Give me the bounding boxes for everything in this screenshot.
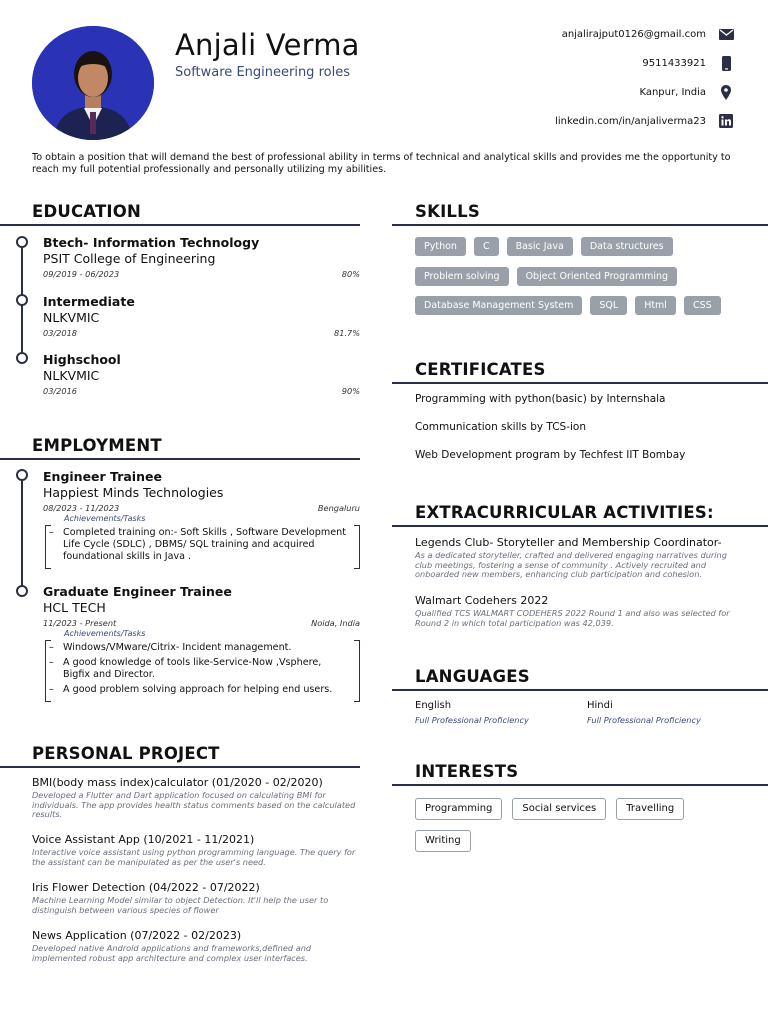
- interest-tag: Programming: [415, 798, 502, 820]
- activity-description: Qualified TCS WALMART CODEHERS 2022 Round 1 and also was selected for Round 2 in which total participation was 42,039.: [415, 608, 730, 628]
- profile-photo: [32, 26, 154, 140]
- phone-icon: [718, 55, 734, 71]
- edu-score: 90%: [341, 386, 360, 396]
- skills-rule: [392, 224, 768, 226]
- timeline-dot: [16, 469, 28, 481]
- job-dates: 11/2023 - Present: [43, 618, 117, 628]
- achievement-bullet: – Completed training on:- Soft Skills , Software Development Life Cycle (SDLC) , DBMS/ SQL training and acquired foundational skills in Java .: [57, 527, 346, 563]
- language-name: English: [415, 700, 452, 711]
- skill-tag: Database Management System: [415, 296, 582, 315]
- interest-tag: Social services: [512, 798, 606, 820]
- contact-linkedin[interactable]: [555, 113, 734, 129]
- achievement-bullet: – A good knowledge of tools like-Service-Now ,Vsphere, Bigfix and Director.: [57, 657, 346, 681]
- project-description: Interactive voice assistant using python programming language. The query for the assistant can be manipulated as per the user's need.: [32, 847, 356, 867]
- certificates-heading: CERTIFICATES: [415, 360, 546, 379]
- project-item: [32, 833, 362, 867]
- project-title: BMI(body mass index)calculator (01/2020 - 02/2020): [32, 776, 323, 789]
- projects-heading: PERSONAL PROJECT: [32, 744, 220, 763]
- activity-title: Walmart Codehers 2022: [415, 594, 549, 607]
- linkedin-icon: [718, 113, 734, 129]
- languages-rule: [392, 689, 768, 691]
- edu-score: 80%: [341, 269, 360, 279]
- project-title: News Application (07/2022 - 02/2023): [32, 929, 242, 942]
- achievements-list: [43, 640, 360, 702]
- language-name: Hindi: [587, 700, 613, 711]
- achievement-bullet: – A good problem solving approach for helping end users.: [57, 684, 346, 696]
- project-description: Developed a Flutter and Dart application focused on calculating BMI for individuals. The app provides health status comments based on the calculated results.: [32, 790, 356, 819]
- interest-tag: Writing: [415, 830, 471, 852]
- language-level: Full Professional Proficiency: [587, 715, 701, 725]
- activity-item: [415, 594, 745, 628]
- education-item: [43, 294, 360, 338]
- job-company: HCL TECH: [43, 600, 106, 615]
- job-position: Engineer Trainee: [43, 469, 162, 484]
- edu-dates: 09/2019 - 06/2023: [43, 269, 120, 279]
- certificates-rule: [392, 382, 768, 384]
- degree: Intermediate: [43, 294, 135, 309]
- certificate-item: Communication skills by TCS-ion: [415, 421, 587, 433]
- target-role: Software Engineering roles: [175, 65, 350, 80]
- skill-tag: Problem solving: [415, 267, 509, 286]
- phone-text[interactable]: 9511433921: [642, 57, 706, 69]
- interests-rule: [392, 784, 768, 786]
- language-item: [587, 700, 757, 725]
- project-item: [32, 929, 362, 963]
- skill-tag: SQL: [590, 296, 627, 315]
- job-position: Graduate Engineer Trainee: [43, 584, 232, 599]
- edu-score: 81.7%: [333, 328, 360, 338]
- education-rule: [0, 224, 360, 226]
- interests-heading: INTERESTS: [415, 762, 519, 781]
- edu-dates: 03/2016: [43, 386, 78, 396]
- project-item: [32, 881, 362, 915]
- job-entry: [43, 469, 360, 569]
- activity-item: [415, 536, 745, 580]
- education-item: [43, 235, 360, 279]
- skill-tag: Basic Java: [507, 237, 573, 256]
- achievements-list: [43, 525, 360, 569]
- email-text[interactable]: anjalirajput0126@gmail.com: [561, 28, 706, 40]
- location-pin-icon: [718, 84, 734, 100]
- skill-tag: Html: [635, 296, 676, 315]
- timeline-dot: [16, 585, 28, 597]
- achievements-label: Achievements/Tasks: [64, 514, 146, 523]
- project-item: [32, 776, 362, 820]
- job-location: Noida, India: [311, 618, 360, 628]
- contact-email[interactable]: [562, 26, 734, 42]
- school: NLKVMIC: [43, 368, 100, 383]
- edu-dates: 03/2018: [43, 328, 78, 338]
- degree: Highschool: [43, 352, 121, 367]
- activity-title: Legends Club- Storyteller and Membership Coordinator-: [415, 536, 722, 549]
- education-item: [43, 352, 360, 396]
- education-heading: EDUCATION: [32, 202, 141, 221]
- project-title: Iris Flower Detection (04/2022 - 07/2022): [32, 881, 260, 894]
- job-entry: [43, 584, 360, 702]
- contact-location: [639, 84, 734, 100]
- skills-list: [415, 237, 745, 326]
- timeline-dot: [16, 236, 28, 248]
- timeline-dot: [16, 352, 28, 364]
- skills-heading: SKILLS: [415, 202, 480, 221]
- achievement-bullet: – Windows/VMware/Citrix- Incident management.: [57, 642, 346, 654]
- certificate-item: Web Development program by Techfest IIT Bombay: [415, 449, 686, 461]
- envelope-icon: [718, 26, 734, 42]
- school: PSIT College of Engineering: [43, 251, 216, 266]
- extracurricular-rule: [392, 525, 768, 527]
- project-description: Machine Learning Model similar to object Detection. It'll help the user to distinguish between various species of flower: [32, 895, 329, 915]
- career-objective: To obtain a position that will demand the best of professional ability in terms of technical and analytical skills and provides me the opportunity to reach my full potential professionally and personally utilizing my abilities.: [32, 152, 731, 175]
- skill-tag: C: [474, 237, 499, 256]
- location-text: Kanpur, India: [639, 86, 706, 98]
- job-company: Happiest Minds Technologies: [43, 485, 224, 500]
- linkedin-text[interactable]: linkedin.com/in/anjaliverma23: [555, 115, 706, 127]
- activity-description: As a dedicated storyteller, crafted and delivered engaging narratives during club meetings, fostering a sense of community . Actively recruited and onboarded new members, enhancing club participation and cohesion.: [415, 550, 727, 579]
- job-location: Bengaluru: [317, 503, 360, 513]
- skill-tag: Data structures: [581, 237, 673, 256]
- extracurricular-heading: EXTRACURRICULAR ACTIVITIES:: [415, 503, 714, 522]
- employment-heading: EMPLOYMENT: [32, 436, 162, 455]
- language-item: [415, 700, 585, 725]
- projects-rule: [0, 766, 360, 768]
- project-title: Voice Assistant App (10/2021 - 11/2021): [32, 833, 255, 846]
- timeline-dot: [16, 294, 28, 306]
- project-description: Developed native Android applications and frameworks,defined and implemented robust app architecture and complex user interfaces.: [32, 943, 312, 963]
- certificate-item: Programming with python(basic) by Internshala: [415, 393, 666, 405]
- degree: Btech- Information Technology: [43, 235, 260, 250]
- job-dates: 08/2023 - 11/2023: [43, 503, 120, 513]
- languages-heading: LANGUAGES: [415, 667, 530, 686]
- skill-tag: Python: [415, 237, 466, 256]
- school: NLKVMIC: [43, 310, 100, 325]
- interest-tag: Travelling: [616, 798, 684, 820]
- skill-tag: CSS: [684, 296, 721, 315]
- employment-rule: [0, 458, 360, 460]
- interests-list: [415, 798, 745, 862]
- achievements-label: Achievements/Tasks: [64, 629, 146, 638]
- candidate-name: Anjali Verma: [175, 28, 360, 62]
- contact-phone[interactable]: [642, 55, 734, 71]
- skill-tag: Object Oriented Programming: [517, 267, 678, 286]
- language-level: Full Professional Proficiency: [415, 715, 529, 725]
- employment-timeline: [21, 476, 23, 591]
